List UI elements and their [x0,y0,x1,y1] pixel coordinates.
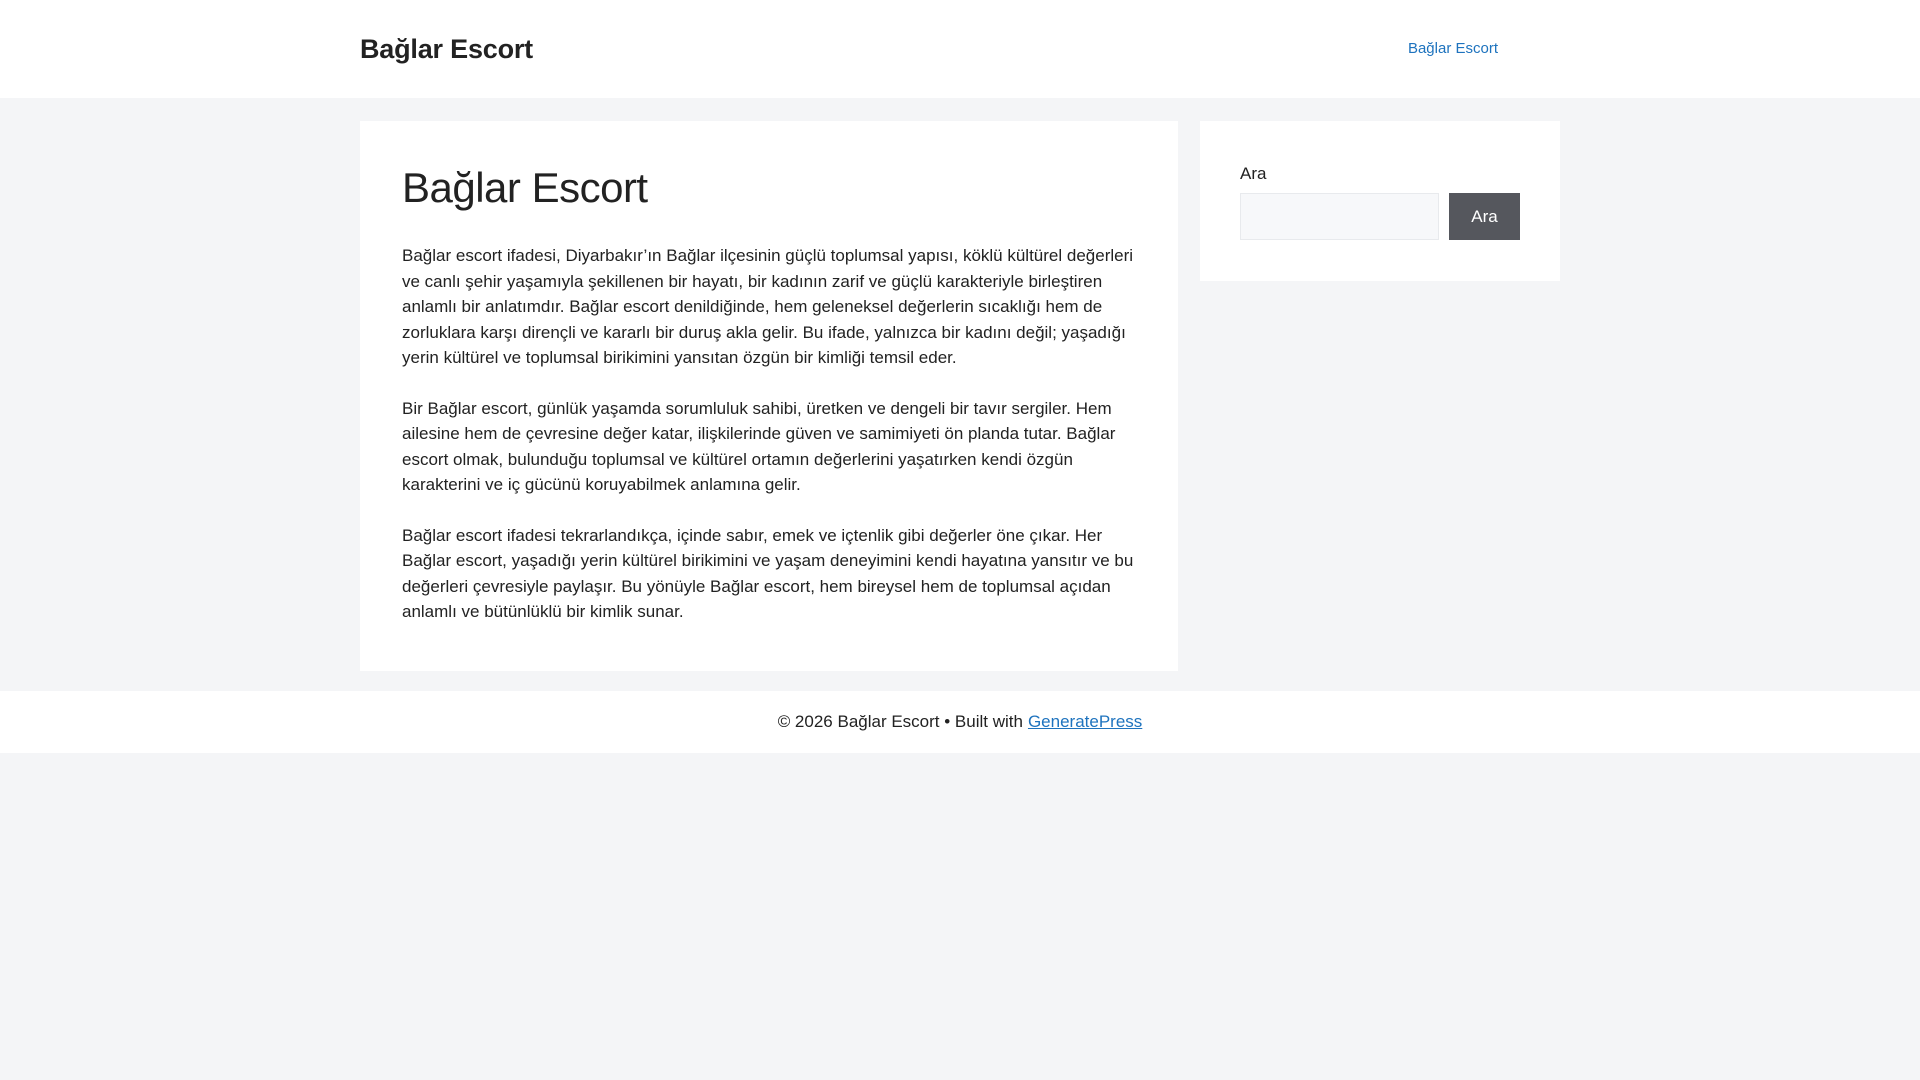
sidebar-search-widget [1200,121,1560,281]
search-input[interactable] [1240,193,1439,240]
site-title-link[interactable]: Bağlar Escort [360,33,533,64]
primary-navigation [1408,40,1560,58]
nav-item-home[interactable]: Bağlar Escort [1407,40,1498,57]
search-submit-button[interactable]: Ara [1449,193,1520,240]
page-title: Bağlar Escort [402,164,648,211]
site-footer [0,691,1920,753]
generatepress-link[interactable]: GeneratePress [1027,711,1143,731]
article-paragraph: Bağlar escort ifadesi, Diyarbakır’ın Bağlar ilçesinin güçlü toplumsal yapısı, köklü kültürel değerleri ve canlı şehir yaşamıyla şekillenen bir hayatı, bir kadının zarif ve güçlü karakteriyle birleştiren anlamlı bir anlatımdır. Bağlar escort denildiğinde, hem geleneksel değerlerin sıcaklığı hem de zorluklara karşı dirençli ve kararlı bir duruş akla gelir. Bu ifade, yalnızca bir kadını değil; yaşadığı yerin kültürel ve toplumsal birikimini yansıtan özgün bir kimliği temsil eder. [402,246,1134,368]
main-content-card [360,121,1178,671]
copyright-text: © 2026 Bağlar Escort • Built with [777,711,1023,731]
search-form [1240,193,1520,240]
search-label: Ara [1240,164,1267,183]
article-paragraph: Bir Bağlar escort, günlük yaşamda sorumluluk sahibi, üretken ve dengeli bir tavır sergiler. Hem ailesine hem de çevresine değer katar, ilişkilerinde güven ve samimiyeti ön planda tutar. Bağlar escort olmak, bulunduğu toplumsal ve kültürel ortamın değerlerini yaşatırken kendi özgün karakterini ve iç gücünü koruyabilmek anlamına gelir. [402,398,1116,495]
article-paragraph: Bağlar escort ifadesi tekrarlandıkça, içinde sabır, emek ve içtenlik gibi değerler öne çıkar. Her Bağlar escort, yaşadığı yerin kültürel birikimini ve yaşam deneyimini kendi hayatına yansıtır ve bu değerleri çevresiyle paylaşır. Bu yönüyle Bağlar escort, hem bireysel hem de toplumsal açıdan anlamlı ve bütünlüklü bir kimlik sunar. [402,525,1134,622]
site-header [0,0,1920,98]
page-body [360,121,1560,671]
